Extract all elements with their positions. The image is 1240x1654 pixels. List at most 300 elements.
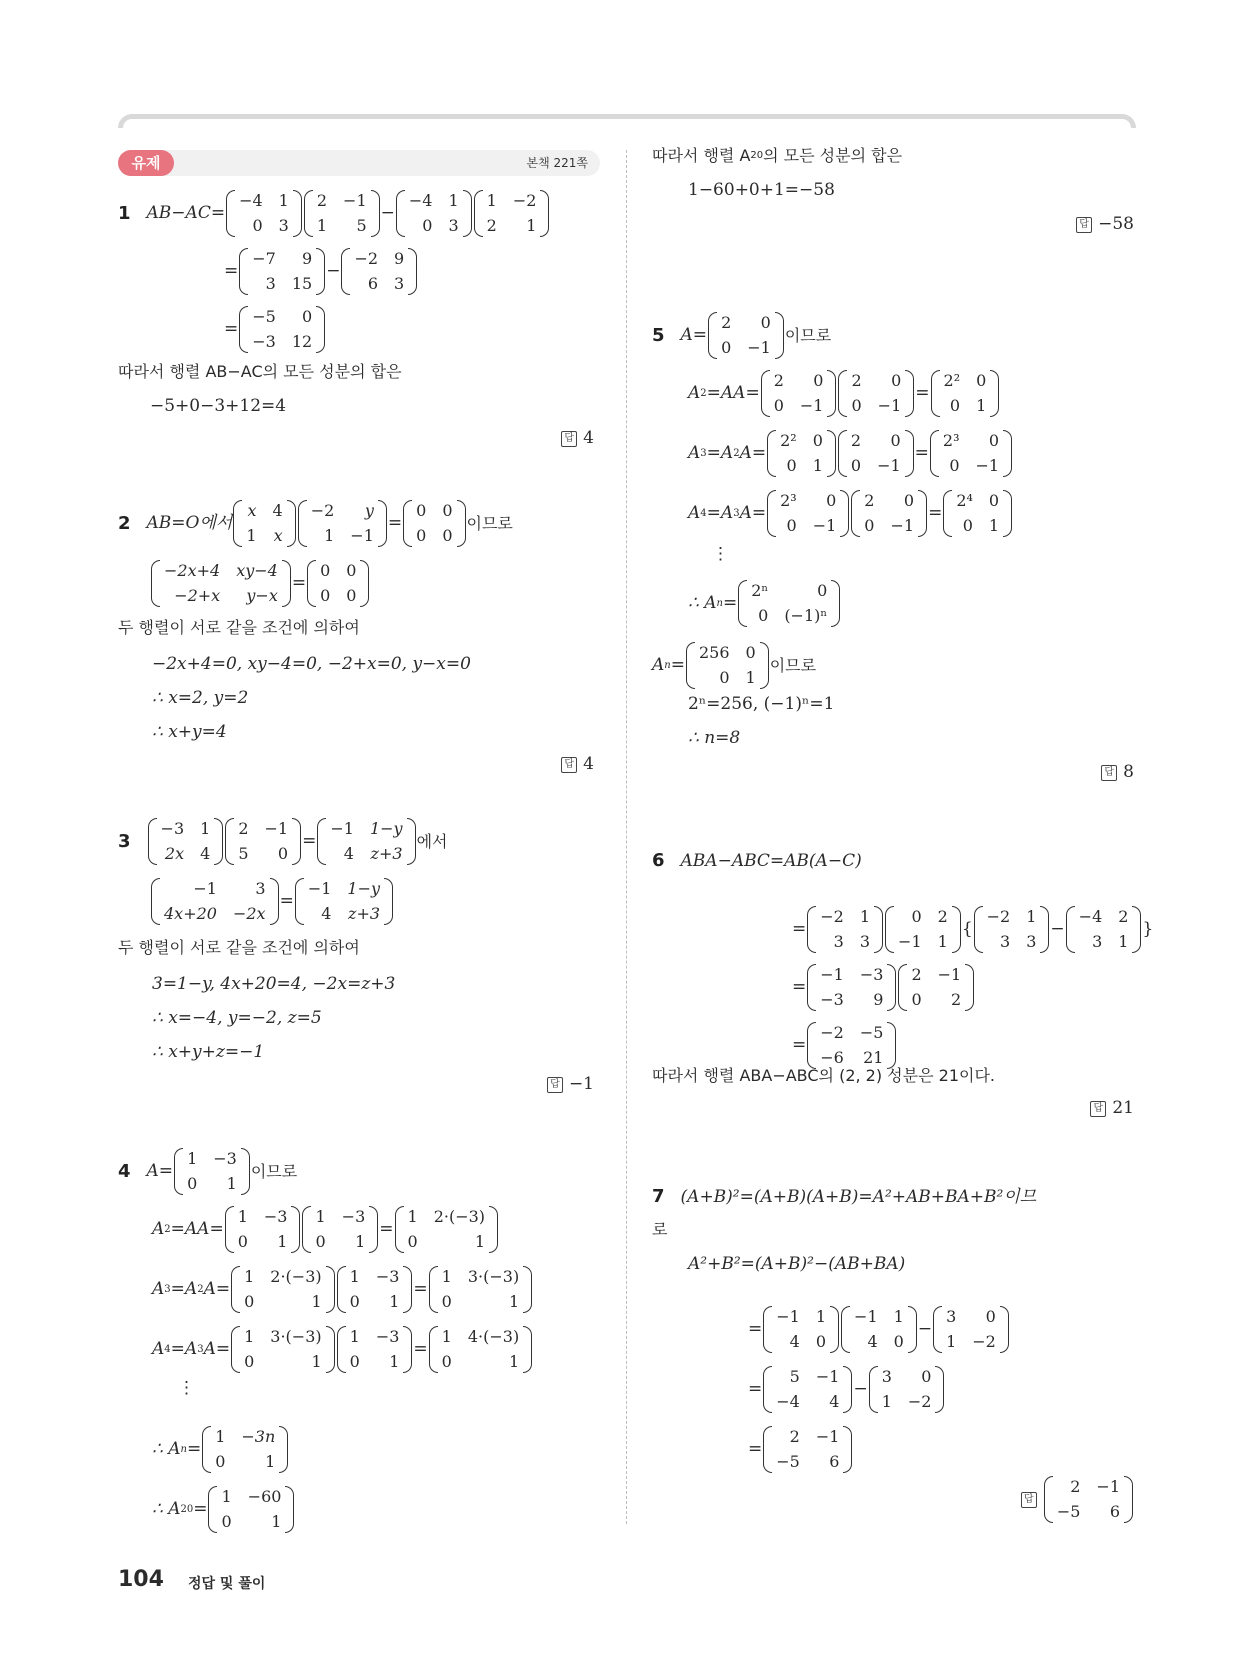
matrix-cell: 2·(−3) (270, 1267, 322, 1286)
matrix-cell: 0 (760, 313, 771, 332)
bracket-left (174, 1148, 183, 1195)
matrix (429, 1326, 533, 1373)
matrix-cell: −4 (408, 191, 433, 210)
matrix-cell: 4 (343, 844, 354, 863)
p4-line4: A 4 =A 3 A= 1 3·(−3) 0 1 1 −3 0 1 = 1 4·(−3) 0 1 (152, 1326, 533, 1373)
bracket-right (775, 312, 784, 359)
bracket-right (270, 878, 279, 925)
bracket-left (838, 370, 847, 417)
matrix-cell: 0 (320, 586, 331, 605)
bracket-right (1000, 1306, 1009, 1353)
matrix-cell: 1 (976, 396, 987, 415)
matrix (226, 190, 302, 237)
matrix-cell: 0 (911, 990, 922, 1009)
matrix-cells (1075, 906, 1133, 953)
answer-icon: 답 (1090, 1101, 1106, 1117)
top-border (118, 114, 1136, 128)
matrix-cells (248, 306, 316, 353)
matrix-cell: 5 (356, 216, 367, 235)
p2-answer: 답 4 (561, 756, 594, 773)
p3-text: 두 행렬이 서로 같을 조건에 의하여 (118, 938, 360, 957)
bracket-right (1003, 490, 1012, 537)
matrix-cell: 256 (698, 643, 730, 662)
matrix (239, 306, 325, 353)
matrix-cell: 2·(−3) (433, 1207, 486, 1226)
matrix-cells (313, 190, 371, 237)
matrix-cells (816, 964, 887, 1011)
bracket-right (760, 642, 769, 689)
matrix (869, 1366, 945, 1413)
matrix-cell: −2 (907, 1392, 932, 1411)
matrix (395, 1206, 499, 1253)
matrix-cell: 0 (976, 371, 987, 390)
matrix-cell: 0 (422, 216, 433, 235)
bracket-right (326, 1266, 335, 1313)
bracket-left (943, 490, 952, 537)
problem-number: 4 (118, 1160, 131, 1182)
matrix-cells (770, 370, 828, 417)
matrix-cell: 4 (321, 904, 332, 923)
p6-answer: 답 21 (1090, 1100, 1134, 1117)
bracket-left (148, 818, 157, 865)
matrix-cell: 1 (526, 216, 537, 235)
bracket-right (241, 1148, 250, 1195)
matrix-cell: −1 (815, 1427, 840, 1446)
matrix (225, 818, 301, 865)
matrix (931, 370, 1000, 417)
matrix-cell: 2² (780, 431, 797, 450)
matrix-cell: 0 (850, 456, 862, 475)
matrix-cell: 5 (789, 1367, 800, 1386)
bracket-right (463, 190, 472, 237)
matrix-cell: −1 (975, 456, 1000, 475)
matrix-cell: 3·(−3) (467, 1267, 520, 1286)
bracket-left (298, 500, 307, 547)
bracket-right (457, 500, 466, 547)
matrix-cell: 1 (946, 1332, 957, 1351)
p3-line1: 3 −3 1 2x 4 2 −1 5 0 = −1 1−y 4 z+3 에서 (118, 819, 448, 863)
p5-answer: 답 8 (1101, 764, 1134, 781)
matrix (174, 1148, 250, 1195)
matrix-cell: 1 (937, 932, 948, 951)
bracket-left (974, 906, 983, 953)
matrix-cell: 0 (893, 1332, 904, 1351)
matrix-cells (316, 560, 360, 607)
matrix-cell: −1 (350, 526, 374, 545)
matrix-cell: 0 (988, 491, 1000, 510)
matrix-cell: 3 (859, 932, 871, 951)
matrix-cell: −1 (937, 965, 962, 984)
matrix-cell: 9 (873, 990, 884, 1009)
matrix-cell: 3 (278, 216, 289, 235)
matrix-cell: 0 (817, 581, 828, 600)
matrix-cell: 2 (721, 313, 732, 332)
p6-line4: = −2 −5 −6 21 (792, 1022, 897, 1069)
matrix (341, 248, 417, 295)
matrix-cells (404, 1206, 490, 1253)
matrix-cells (907, 964, 965, 1011)
matrix-cell: y−x (246, 586, 278, 605)
matrix-cell: −1 (193, 879, 217, 898)
matrix-cell: −2 (820, 907, 844, 926)
matrix-cell: 0 (320, 561, 331, 580)
matrix-cell: 0 (949, 456, 960, 475)
bracket-left (225, 818, 234, 865)
bracket-left (851, 490, 860, 537)
matrix-cell: 2 (851, 371, 862, 390)
matrix (838, 430, 914, 477)
bracket-right (874, 906, 883, 953)
matrix-cell: 0 (237, 1232, 248, 1251)
matrix (239, 248, 325, 295)
answer-icon: 답 (1076, 217, 1092, 233)
matrix-cell: −3 (263, 1207, 288, 1226)
matrix (208, 1486, 294, 1533)
p5-eq2: ∴ n=8 (688, 728, 741, 748)
matrix-cell: −3 (375, 1267, 400, 1286)
matrix-cell: 1 (389, 1292, 400, 1311)
p7-line5: = 2 −1 −5 6 (748, 1426, 853, 1473)
matrix-cell: 0 (416, 501, 427, 520)
bracket-right (990, 370, 999, 417)
bracket-right (378, 500, 387, 547)
matrix (767, 430, 836, 477)
bracket-right (407, 818, 416, 865)
matrix (304, 190, 380, 237)
matrix-cell: −1 (898, 932, 922, 951)
matrix-cell: 1 (311, 1352, 322, 1371)
matrix-cell: −2 (512, 191, 537, 210)
matrix-cell: 1 (277, 1232, 288, 1251)
matrix-cell: 2³ (780, 491, 797, 510)
p4-line2: A 2 =AA= 1 −3 0 1 1 −3 0 1 = 1 2·(−3) 0 1 (152, 1206, 499, 1253)
answer-icon: 답 (1021, 1492, 1037, 1508)
matrix-cell: 2 (850, 431, 862, 450)
matrix (302, 1206, 378, 1253)
p6-text: 따라서 행렬 ABA−ABC의 (2, 2) 성분은 21이다. (652, 1066, 995, 1085)
bracket-left (429, 1326, 438, 1373)
bracket-left (767, 430, 776, 477)
matrix-cell: 2² (943, 371, 961, 390)
bracket-right (369, 1206, 378, 1253)
matrix-cell: 0 (252, 216, 263, 235)
problem-number: 2 (118, 512, 131, 534)
bracket-right (326, 1326, 335, 1373)
bracket-left (807, 1022, 816, 1069)
bracket-right (827, 370, 836, 417)
matrix-cell: −1 (890, 516, 915, 535)
bracket-right (905, 430, 914, 477)
page-reference: 본책 221쪽 (526, 156, 588, 170)
bracket-right (843, 1366, 852, 1413)
matrix-cell: 2 (789, 1427, 800, 1446)
bracket-right (965, 964, 974, 1011)
matrix-cells (940, 370, 991, 417)
matrix-cell: −5 (252, 307, 276, 326)
matrix-cells (816, 1022, 887, 1069)
matrix-cell: 0 (890, 431, 901, 450)
bracket-left (885, 906, 894, 953)
bracket-right (523, 1266, 532, 1313)
matrix (1044, 1476, 1133, 1523)
matrix-cells (248, 248, 316, 295)
matrix-cells (878, 1366, 936, 1413)
matrix-cell: 1 (1118, 932, 1129, 951)
matrix-cells (847, 430, 905, 477)
matrix-cells (847, 370, 905, 417)
matrix-cell: 0 (721, 338, 732, 357)
matrix-cell: 1 (278, 191, 289, 210)
matrix-cell: 3·(−3) (270, 1327, 322, 1346)
matrix-cell: 2x (164, 844, 185, 863)
p4-line3: A 3 =A 2 A= 1 2·(−3) 0 1 1 −3 0 1 = 1 3·(−3) 0 1 (152, 1266, 533, 1313)
matrix-cell: 0 (244, 1352, 255, 1371)
bracket-left (317, 818, 326, 865)
bracket-right (279, 1426, 288, 1473)
matrix-cell: −1 (799, 396, 824, 415)
bracket-left (208, 1486, 217, 1533)
p2-line2: −2x+4 xy−4 −2+x y−x = 0 0 0 0 (150, 560, 370, 607)
matrix-cell: 5 (238, 844, 249, 863)
bracket-right (935, 1366, 944, 1413)
p3-eq2: ∴ x=−4, y=−2, z=5 (152, 1008, 322, 1028)
bracket-right (293, 190, 302, 237)
matrix (429, 1266, 533, 1313)
bracket-right (840, 490, 849, 537)
matrix-cell: −6 (820, 1048, 844, 1067)
matrix-cell: 1 (815, 1307, 827, 1326)
bracket-left (898, 964, 907, 1011)
bracket-right (292, 818, 301, 865)
problem-number: 6 (652, 850, 665, 871)
bracket-left (231, 1326, 240, 1373)
matrix-cells (157, 818, 215, 865)
matrix-cell: 0 (911, 907, 922, 926)
matrix-cells (952, 490, 1003, 537)
matrix-cell: z+3 (370, 844, 403, 863)
matrix (337, 1326, 413, 1373)
p2-line1: 2 AB=O에서 x 4 1 x −2 y 1 −1 = 0 0 0 0 이므로 (118, 501, 513, 545)
matrix-cell: −4 (239, 191, 263, 210)
matrix-cell: 1 (349, 1327, 360, 1346)
matrix-cell: −2 (972, 1332, 996, 1351)
matrix-cell: 1 (859, 907, 871, 926)
matrix-cell: 0 (221, 1512, 232, 1531)
matrix-cell: 3 (833, 932, 844, 951)
matrix (337, 1266, 413, 1313)
p2-eq1: −2x+4=0, xy−4=0, −2+x=0, y−x=0 (152, 654, 471, 674)
bracket-left (231, 1266, 240, 1313)
matrix-cell: −4 (1078, 907, 1103, 926)
matrix-cells (242, 500, 286, 547)
matrix-cell: 2 (911, 965, 922, 984)
bracket-left (763, 1366, 772, 1413)
matrix-cell: −2+x (174, 586, 221, 605)
matrix-cell: 1 (441, 1267, 452, 1286)
matrix-cell: 1 (265, 1452, 276, 1471)
bracket-left (151, 560, 160, 607)
p1-line3: = −5 0 −3 12 (224, 306, 326, 353)
p7-line3: = −1 1 4 0 −1 1 4 0 − 3 0 1 −2 (748, 1306, 1010, 1353)
answer-icon: 답 (547, 1077, 563, 1093)
matrix-cell: 0 (812, 431, 823, 450)
p6-line3: = −1 −3 −3 9 2 −1 0 2 (792, 964, 975, 1011)
p5-line2: A 2 =AA= 2 0 0 −1 2 0 0 −1 = 2² 0 0 1 (688, 370, 1000, 417)
matrix-cell: 0 (349, 1292, 360, 1311)
p4-answer: 답 −58 (1076, 216, 1134, 233)
p1-text: 따라서 행렬 AB−AC의 모든 성분의 합은 (118, 362, 402, 381)
matrix (295, 878, 393, 925)
matrix-cell: 0 (786, 516, 797, 535)
matrix-cell: 0 (441, 1292, 452, 1311)
matrix (851, 490, 927, 537)
matrix-cell: −1 (264, 819, 289, 838)
matrix-cells (326, 818, 406, 865)
matrix-cell: (−1)ⁿ (784, 606, 828, 625)
matrix-cell: 2 (1070, 1477, 1081, 1496)
matrix-cells (695, 642, 760, 689)
bracket-left (763, 1426, 772, 1473)
matrix-cell: 1 (486, 191, 497, 210)
matrix-cell: 2 (1118, 907, 1129, 926)
matrix-cell: 0 (215, 1452, 226, 1471)
matrix-cell: 0 (864, 516, 875, 535)
matrix-cells (776, 430, 827, 477)
matrix (841, 1306, 917, 1353)
matrix-cell: 0 (277, 844, 289, 863)
matrix-cells (160, 878, 270, 925)
matrix-cells (346, 1326, 404, 1373)
matrix (930, 430, 1012, 477)
bracket-right (1132, 906, 1141, 953)
matrix (767, 490, 849, 537)
matrix-cell: 1 (355, 1232, 366, 1251)
bracket-left (931, 370, 940, 417)
matrix-cells (772, 1306, 830, 1353)
column-divider (626, 150, 627, 1524)
p3-answer: 답 −1 (547, 1076, 594, 1093)
matrix-cell: 1 (244, 1267, 255, 1286)
p5-line4: A 4 =A 3 A= 2³ 0 0 −1 2 0 0 −1 = 2⁴ 0 0 1 (688, 490, 1013, 537)
p3-eq3: ∴ x+y+z=−1 (152, 1042, 265, 1062)
matrix-cell: 1 (389, 1352, 400, 1371)
matrix-cell: −2x (232, 904, 266, 923)
p7-line1b: 로 (652, 1220, 668, 1239)
matrix (898, 964, 974, 1011)
matrix-cell: 3 (1000, 932, 1011, 951)
p1-answer: 답 4 (561, 430, 594, 447)
bracket-left (396, 190, 405, 237)
matrix-cell: −2 (986, 907, 1011, 926)
matrix-cell: 2 (486, 216, 497, 235)
matrix-cells (438, 1266, 524, 1313)
p5-eq1: 2ⁿ=256, (−1)ⁿ=1 (688, 694, 835, 714)
matrix (763, 1426, 852, 1473)
matrix-cells (307, 500, 378, 547)
matrix-cell: x (247, 501, 257, 520)
matrix-cell: 0 (187, 1174, 198, 1193)
matrix-cell: 0 (441, 1352, 452, 1371)
matrix-cell: 3 (394, 274, 405, 293)
p3-line2: −1 3 4x+20 −2x = −1 1−y 4 z+3 (150, 878, 394, 925)
bracket-right (540, 190, 549, 237)
bracket-right (316, 306, 325, 353)
matrix-cell: −4 (776, 1392, 800, 1411)
matrix-cell: 1 (881, 1392, 892, 1411)
matrix (307, 560, 369, 607)
bracket-right (214, 818, 223, 865)
matrix-cell: 0 (719, 668, 730, 687)
matrix-cells (240, 1266, 326, 1313)
matrix-cell: −5 (1056, 1502, 1081, 1521)
bracket-right (830, 1306, 839, 1353)
bracket-right (908, 1306, 917, 1353)
matrix-cell: −1 (812, 516, 837, 535)
matrix-cell: −1 (343, 191, 367, 210)
p2-eq3: ∴ x+y=4 (152, 722, 227, 742)
matrix-cell: 0 (786, 456, 797, 475)
matrix (231, 1326, 335, 1373)
p6-line2: = −2 1 3 3 0 2 −1 1 { −2 1 3 3 − −4 2 3 1 } (792, 907, 1154, 951)
matrix-cell: −1 (820, 965, 844, 984)
p5-line1: 5 A= 2 0 0 −1 이므로 (652, 313, 832, 357)
bracket-right (827, 430, 836, 477)
matrix-cell: −3 (160, 819, 185, 838)
matrix-cell: 1−y (369, 819, 403, 838)
matrix (298, 500, 387, 547)
matrix-cells (747, 580, 831, 627)
page-number: 104 (118, 1567, 164, 1592)
matrix-cells (405, 190, 463, 237)
bracket-right (291, 1206, 300, 1253)
matrix-cell: −3 (820, 990, 844, 1009)
matrix-cell: 3 (1026, 932, 1037, 951)
matrix-cell: 1 (448, 191, 459, 210)
matrix-cell: 0 (826, 491, 837, 510)
bracket-right (287, 500, 296, 547)
matrix-cell: 1 (324, 526, 335, 545)
bracket-left (295, 878, 304, 925)
matrix-cell: 3 (946, 1307, 957, 1326)
bracket-left (767, 490, 776, 537)
matrix-cells (304, 878, 384, 925)
matrix-cell: 0 (416, 526, 427, 545)
bracket-right (403, 1326, 412, 1373)
p7-line4: = 5 −1 −4 4 − 3 0 1 −2 (748, 1366, 945, 1413)
matrix-cell: −2x+4 (164, 561, 221, 580)
bracket-left (337, 1266, 346, 1313)
matrix-cells (483, 190, 541, 237)
matrix-cell: x (273, 526, 283, 545)
bracket-right (843, 1426, 852, 1473)
matrix-cells (311, 1206, 369, 1253)
bracket-left (933, 1306, 942, 1353)
matrix-cell: 0 (891, 371, 902, 390)
bracket-right (831, 580, 840, 627)
bracket-right (523, 1326, 532, 1373)
matrix-cell: 0 (988, 431, 1000, 450)
bracket-right (905, 370, 914, 417)
problem-number: 3 (118, 830, 131, 852)
problem-number: 1 (118, 202, 131, 224)
matrix-cell: xy−4 (236, 561, 278, 580)
matrix-cell: 9 (394, 249, 405, 268)
p2-eq2: ∴ x=2, y=2 (152, 688, 249, 708)
bracket-left (1066, 906, 1075, 953)
bracket-right (1040, 906, 1049, 953)
matrix (943, 490, 1012, 537)
answer-icon: 답 (561, 757, 577, 773)
